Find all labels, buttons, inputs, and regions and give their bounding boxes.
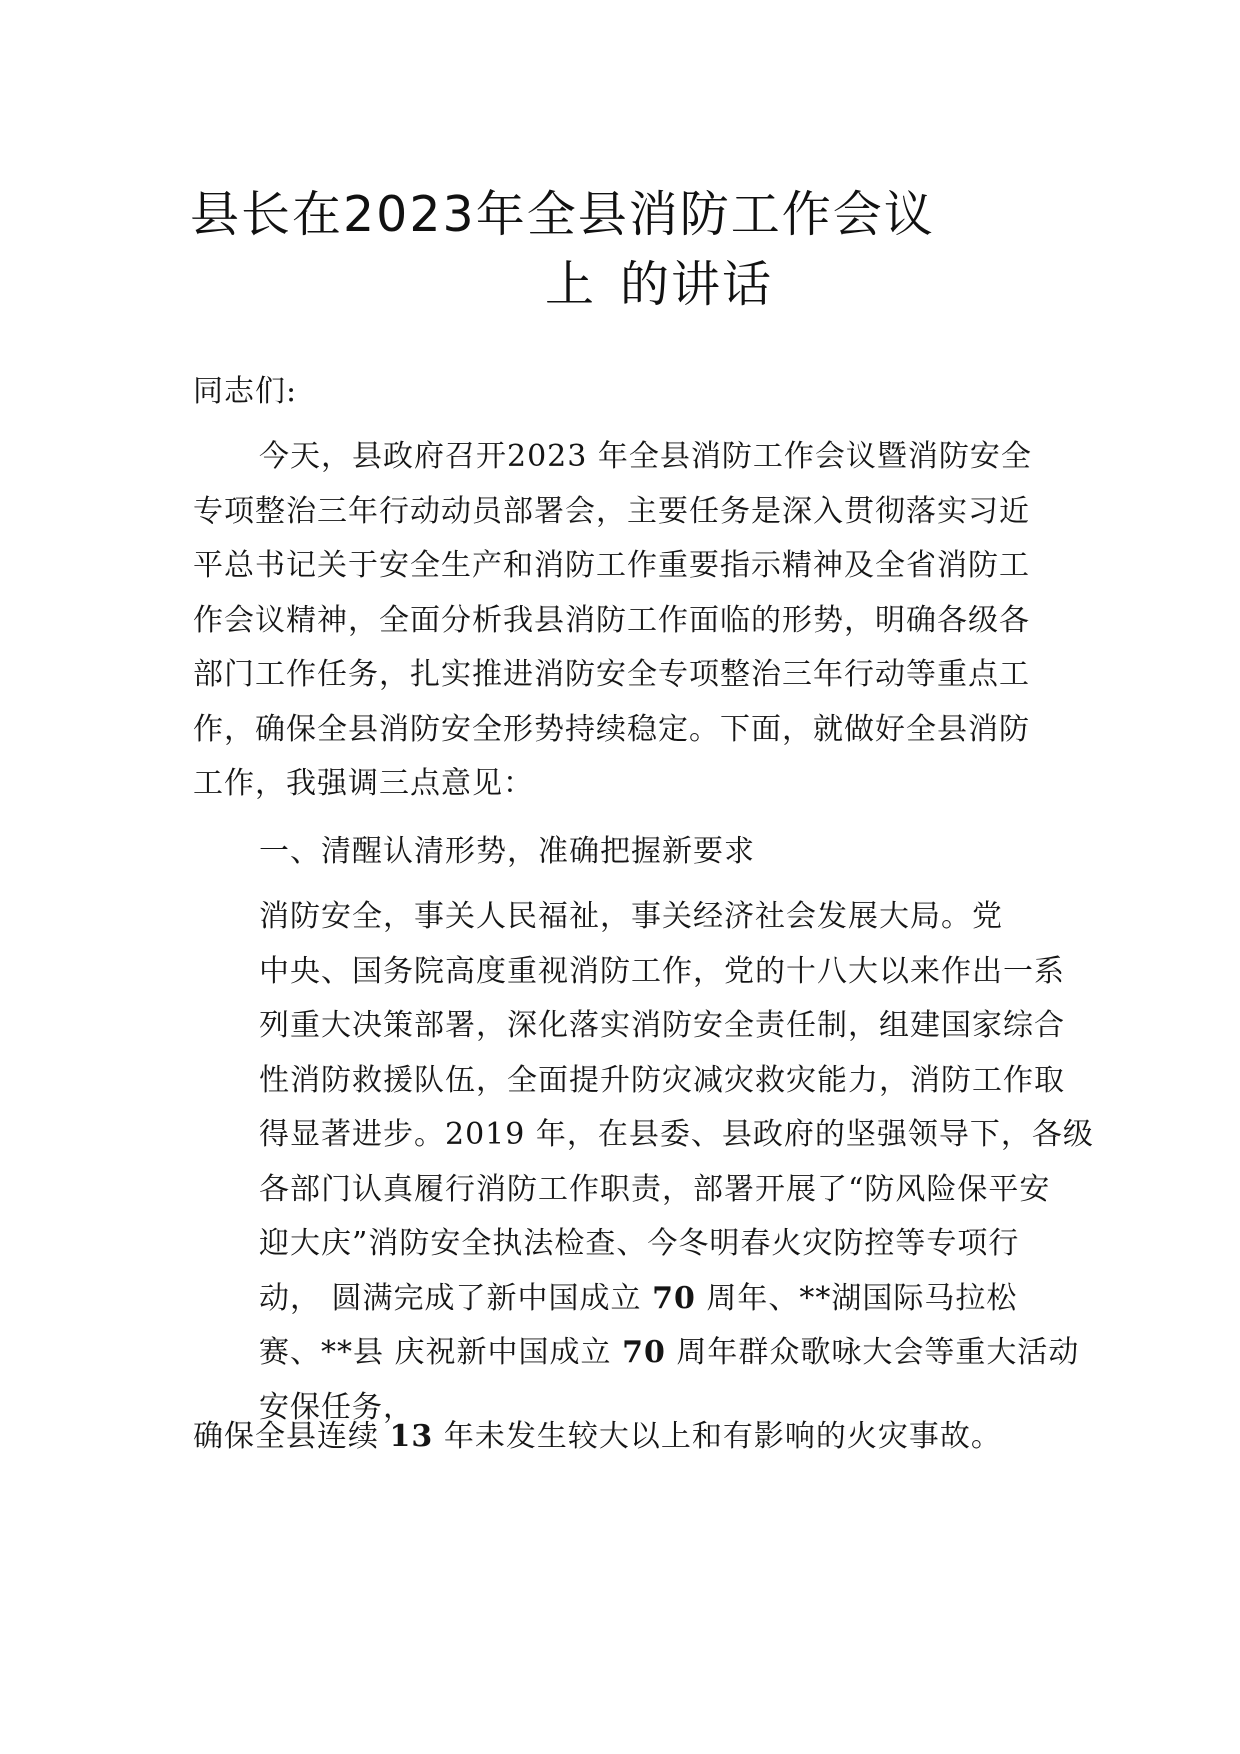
paragraph-line: 列重大决策部署，深化落实消防安全责任制，组建国家综合 xyxy=(259,1008,1065,1043)
salutation: 同志们: xyxy=(193,374,298,409)
paragraph-line-final xyxy=(193,1410,1002,1464)
paragraph-line: 得显著进步。2019 年，在县委、县政府的坚强领导下，各级 xyxy=(259,1117,1094,1152)
number-70: 70 xyxy=(622,1335,666,1370)
number-70: 70 xyxy=(652,1280,696,1316)
paragraph-situation xyxy=(193,890,1094,1435)
text-run: 年未发生较大以上和有影响的火灾事故。 xyxy=(433,1419,1002,1454)
number-13: 13 xyxy=(389,1419,434,1454)
paragraph-intro: 今天，县政府召开2023 年全县消防工作会议暨消防安全专项整治三年行动动员部署会，主要任务是深入贯彻落实习近平总书记关于安全生产和消防工作重要指示精神及全省消防工作会议精神，全面分析我县消防工作面临的形势，明确各级各部门工作任务，扎实推进消防安全专项整治三年行动等重点工作，确保全县消防安全形势持续稳定。下面，就做好全县消防工作，我强调三点意见： xyxy=(193,439,1032,801)
title-line-2 xyxy=(190,250,1050,320)
paragraph-line: 迎大庆”消防安全执法检查、今冬明春火灾防控等专项行 xyxy=(259,1226,1020,1261)
paragraph-line: 各部门认真履行消防工作职责，部署开展了“防风险保平安 xyxy=(259,1171,1051,1207)
text-run: 赛、**县 庆祝新中国成立 xyxy=(259,1335,623,1370)
text-run: 周年、**湖国际马拉松 xyxy=(695,1280,1018,1316)
paragraph-line: 消防安全，事关人民福祉，事关经济社会发展大局。党 xyxy=(259,899,1003,934)
section-heading-1: 一、清醒认清形势，准确把握新要求 xyxy=(259,834,755,869)
text-run: 周年群众歌咏大会等重大活动 xyxy=(665,1335,1080,1370)
text-run: 确保全县连续 xyxy=(193,1419,390,1454)
paragraph-line xyxy=(193,1326,1080,1381)
paragraph-line: 安保任务， xyxy=(259,1389,414,1425)
title-line-2-part-b: 的讲话 xyxy=(620,256,774,313)
paragraph-line xyxy=(193,1272,1059,1327)
paragraph-line: 性消防救援队伍，全面提升防灾减灾救灾能力，消防工作取 xyxy=(259,1062,1065,1098)
document-title xyxy=(190,180,1050,320)
title-line-1: 县长在2023年全县消防工作会议 xyxy=(190,186,935,243)
title-line-2-part-a: 上 xyxy=(545,256,597,313)
paragraph-line: 中央、国务院高度重视消防工作，党的十八大以来作出一系 xyxy=(259,953,1065,989)
text-run: 动， 圆满完成了新中国成立 xyxy=(259,1280,653,1316)
